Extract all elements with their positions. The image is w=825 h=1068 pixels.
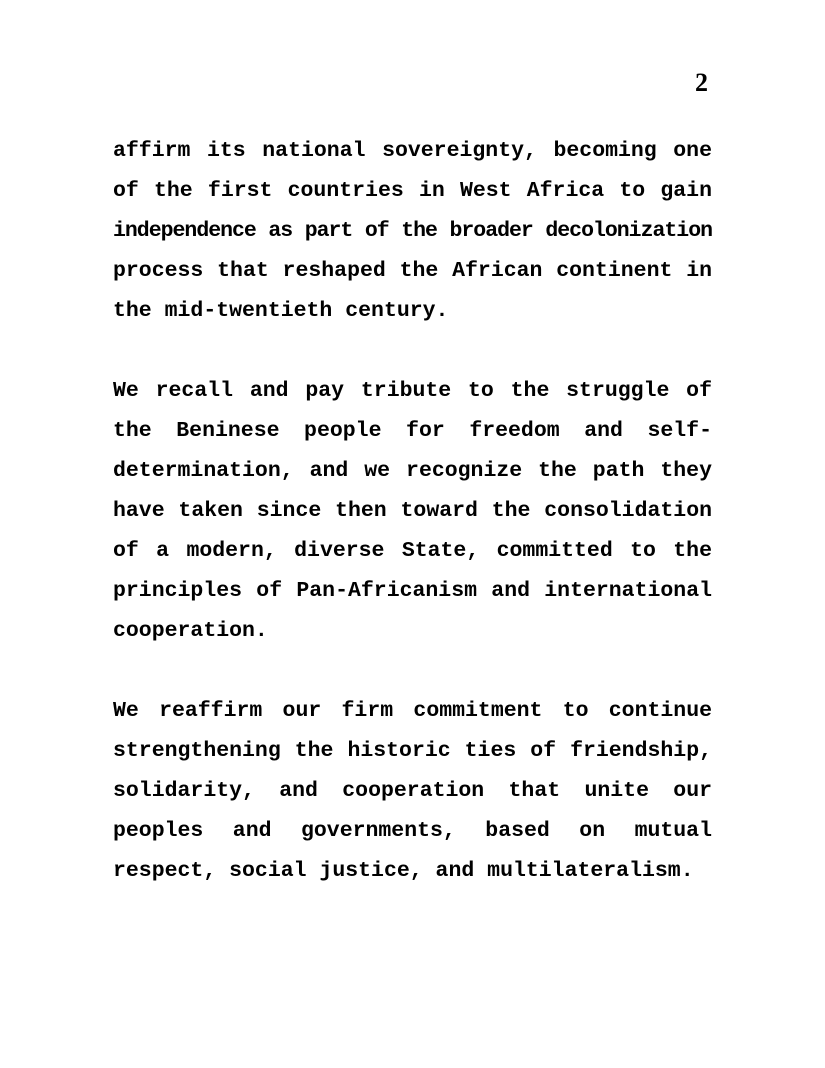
- paragraph-3: [113, 691, 712, 891]
- paragraph-1-line-1: affirm its national sovereignty, becoming one: [113, 139, 712, 163]
- paragraph-3-line-5: respect, social justice, and multilateralism.: [113, 859, 694, 883]
- page-number: 2: [695, 68, 708, 97]
- paragraph-1-line-4: process that reshaped the African continent in: [113, 259, 712, 283]
- paragraph-3-line-1: We reaffirm our firm commitment to continue: [113, 699, 712, 723]
- paragraph-2-line-1: We recall and pay tribute to the struggle of: [113, 379, 712, 403]
- paragraph-1-line-3: independence as part of the broader decolonization: [113, 219, 712, 243]
- document-body: [113, 131, 712, 891]
- paragraph-2-line-7: cooperation.: [113, 619, 268, 643]
- paragraph-3-line-2: strengthening the historic ties of friendship,: [113, 739, 712, 763]
- paragraph-1-line-2: of the first countries in West Africa to gain: [113, 179, 712, 203]
- paragraph-3-line-4: peoples and governments, based on mutual: [113, 819, 712, 843]
- paragraph-2-line-5: of a modern, diverse State, committed to the: [113, 539, 712, 563]
- paragraph-2-line-4: have taken since then toward the consolidation: [113, 499, 712, 523]
- paragraph-2-line-3: determination, and we recognize the path they: [113, 459, 712, 483]
- paragraph-3-line-3: solidarity, and cooperation that unite our: [113, 779, 712, 803]
- paragraph-1: [113, 131, 712, 331]
- paragraph-2-line-6: principles of Pan-Africanism and international: [113, 579, 712, 603]
- paragraph-2-line-2: the Beninese people for freedom and self-: [113, 419, 712, 443]
- paragraph-1-line-5: the mid-twentieth century.: [113, 299, 449, 323]
- paragraph-2: [113, 371, 712, 651]
